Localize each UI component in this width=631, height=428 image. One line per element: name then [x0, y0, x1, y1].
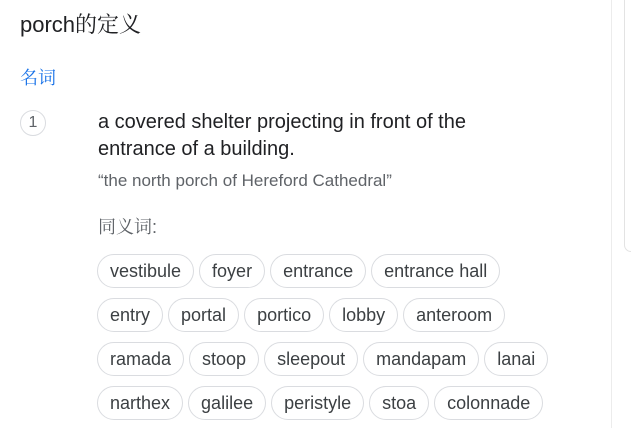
synonym-chip[interactable]: galilee [188, 386, 266, 420]
synonym-chip[interactable]: stoop [189, 342, 259, 376]
synonyms-label: 同义词: [98, 217, 158, 237]
synonym-row [97, 342, 577, 376]
synonym-chip[interactable]: anteroom [403, 298, 505, 332]
synonym-chip[interactable]: colonnade [434, 386, 543, 420]
synonym-chip[interactable]: entrance hall [371, 254, 500, 288]
synonym-row [97, 386, 577, 420]
synonym-chip[interactable]: mandapam [363, 342, 479, 376]
synonym-chip[interactable]: portal [168, 298, 239, 332]
synonym-chip[interactable]: entry [97, 298, 163, 332]
synonym-chip[interactable]: ramada [97, 342, 184, 376]
synonym-row [97, 298, 577, 332]
side-panel-edge [624, 0, 631, 252]
synonym-chip[interactable]: portico [244, 298, 324, 332]
synonym-chip[interactable]: foyer [199, 254, 265, 288]
synonym-chip[interactable]: lobby [329, 298, 398, 332]
synonym-chip[interactable]: entrance [270, 254, 366, 288]
synonym-chip[interactable]: narthex [97, 386, 183, 420]
definition-text: a covered shelter projecting in front of the entrance of a building. [98, 111, 466, 160]
synonym-chip[interactable]: vestibule [97, 254, 194, 288]
synonym-row [97, 254, 577, 288]
example-sentence: “the north porch of Hereford Cathedral” [98, 171, 392, 190]
synonym-chip[interactable]: sleepout [264, 342, 358, 376]
panel-divider [611, 0, 612, 428]
sense-number-badge: 1 [20, 110, 46, 136]
part-of-speech: 名词 [20, 68, 56, 88]
page-title: porch的定义 [20, 12, 142, 37]
synonym-chip[interactable]: stoa [369, 386, 429, 420]
synonym-chip[interactable]: peristyle [271, 386, 364, 420]
synonym-chip[interactable]: lanai [484, 342, 548, 376]
synonym-chip-list [97, 254, 577, 428]
